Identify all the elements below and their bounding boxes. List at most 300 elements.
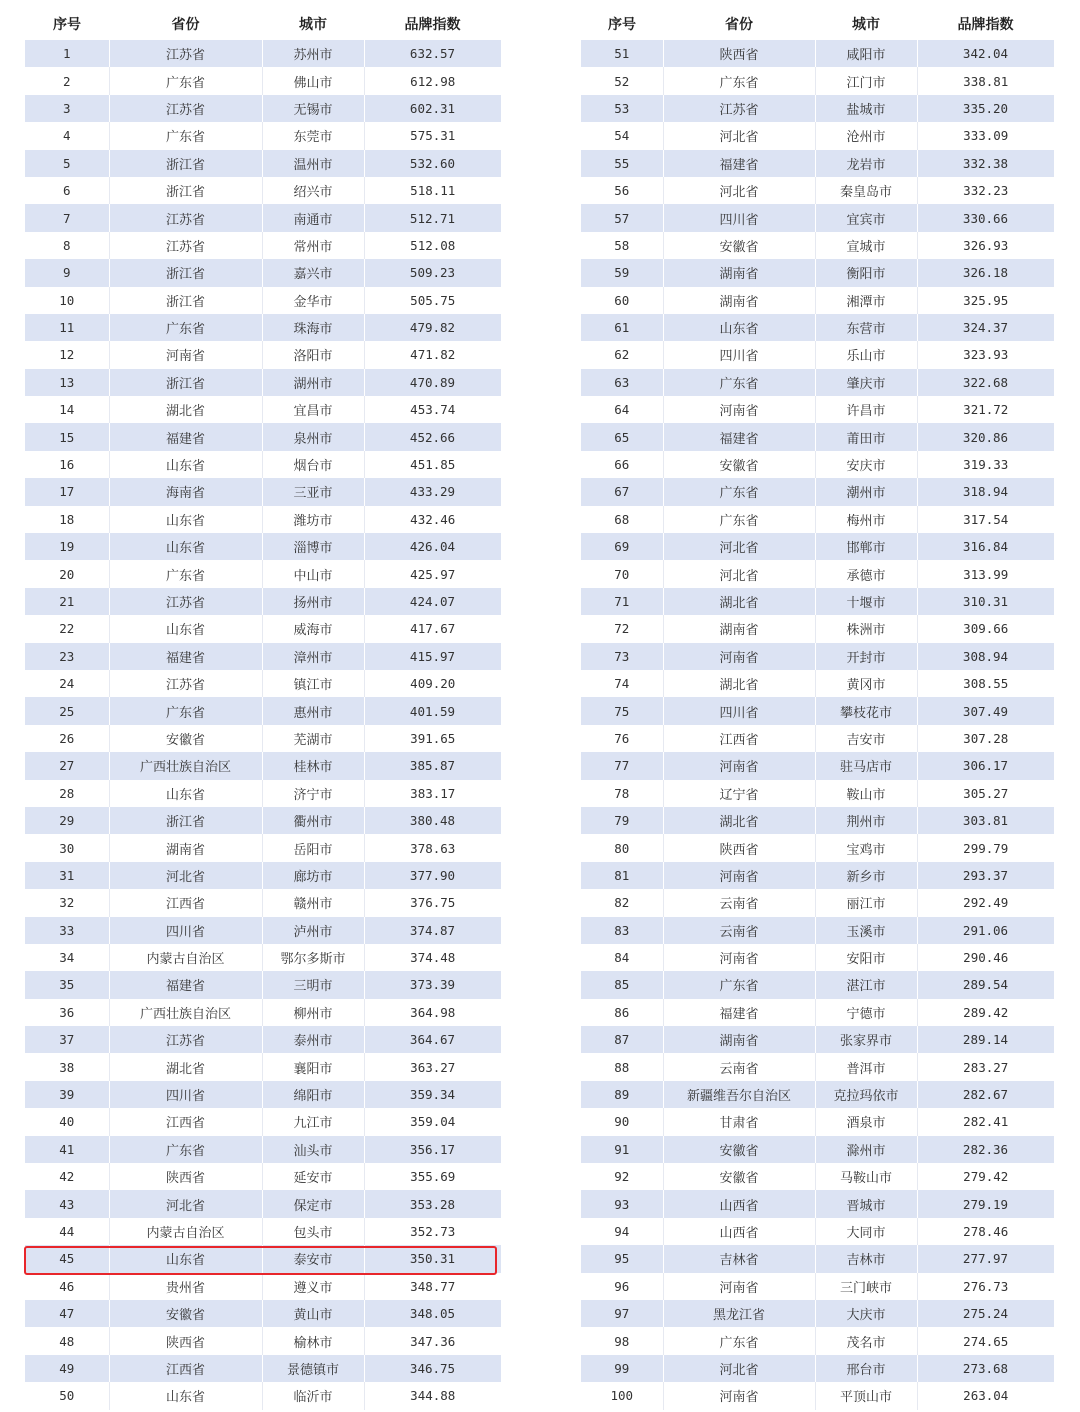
province-cell: 福建省: [663, 999, 815, 1026]
table-row: [581, 478, 1054, 505]
province-cell: 江苏省: [109, 204, 262, 231]
province-cell: 湖南省: [663, 287, 815, 314]
province-cell: 江苏省: [663, 95, 815, 122]
rank-cell: 48: [25, 1327, 109, 1354]
table-row: [581, 67, 1054, 94]
province-cell: 江苏省: [109, 670, 262, 697]
province-cell: 山东省: [109, 1245, 262, 1272]
rank-cell: 54: [581, 122, 663, 149]
rank-cell: 40: [25, 1108, 109, 1135]
brand-index-cell: 307.28: [917, 725, 1054, 752]
city-cell: 酒泉市: [815, 1108, 917, 1135]
province-cell: 辽宁省: [663, 780, 815, 807]
city-cell: 湛江市: [815, 971, 917, 998]
brand-index-cell: 276.73: [917, 1273, 1054, 1300]
brand-index-cell: 505.75: [364, 287, 501, 314]
province-cell: 江苏省: [109, 588, 262, 615]
brand-index-cell: 451.85: [364, 451, 501, 478]
table-row: [25, 697, 501, 724]
table-row: [581, 971, 1054, 998]
province-cell: 广东省: [663, 971, 815, 998]
table-row: [581, 177, 1054, 204]
brand-index-cell: 425.97: [364, 560, 501, 587]
brand-index-cell: 306.17: [917, 752, 1054, 779]
province-cell: 浙江省: [109, 259, 262, 286]
rank-cell: 12: [25, 341, 109, 368]
brand-index-cell: 376.75: [364, 889, 501, 916]
city-cell: 莆田市: [815, 423, 917, 450]
rank-cell: 6: [25, 177, 109, 204]
rank-cell: 49: [25, 1355, 109, 1382]
rank-cell: 30: [25, 834, 109, 861]
rank-cell: 37: [25, 1026, 109, 1053]
brand-index-cell: 333.09: [917, 122, 1054, 149]
brand-index-cell: 518.11: [364, 177, 501, 204]
province-cell: 云南省: [663, 889, 815, 916]
brand-index-cell: 363.27: [364, 1053, 501, 1080]
brand-index-cell: 632.57: [364, 40, 501, 67]
table-row: [25, 1108, 501, 1135]
rank-cell: 67: [581, 478, 663, 505]
table-row: [25, 1136, 501, 1163]
province-cell: 湖南省: [109, 834, 262, 861]
table-row: [25, 834, 501, 861]
brand-index-cell: 320.86: [917, 423, 1054, 450]
province-cell: 江西省: [109, 889, 262, 916]
province-cell: 福建省: [109, 423, 262, 450]
header-province: 省份: [171, 17, 200, 33]
table-row: [25, 396, 501, 423]
rank-cell: 45: [25, 1245, 109, 1272]
table-row: [581, 369, 1054, 396]
table-row: [581, 862, 1054, 889]
table-row: [581, 615, 1054, 642]
rank-cell: 94: [581, 1218, 663, 1245]
province-cell: 江苏省: [109, 232, 262, 259]
rank-cell: 73: [581, 643, 663, 670]
table-row: [25, 1300, 501, 1327]
province-cell: 河北省: [663, 122, 815, 149]
brand-index-cell: 279.19: [917, 1190, 1054, 1217]
brand-index-cell: 377.90: [364, 862, 501, 889]
rank-cell: 9: [25, 259, 109, 286]
table-row: [25, 287, 501, 314]
table-row: [581, 560, 1054, 587]
rank-cell: 61: [581, 314, 663, 341]
city-cell: 烟台市: [262, 451, 364, 478]
rank-cell: 80: [581, 834, 663, 861]
table-row: [581, 1273, 1054, 1300]
table-row: [581, 1136, 1054, 1163]
table-row: [25, 1053, 501, 1080]
brand-index-cell: 309.66: [917, 615, 1054, 642]
province-cell: 云南省: [663, 917, 815, 944]
table-header-row: [25, 8, 501, 40]
city-cell: 克拉玛依市: [815, 1081, 917, 1108]
rank-cell: 14: [25, 396, 109, 423]
table-row: [581, 150, 1054, 177]
city-cell: 江门市: [815, 67, 917, 94]
rank-cell: 68: [581, 506, 663, 533]
rank-cell: 8: [25, 232, 109, 259]
city-cell: 平顶山市: [815, 1382, 917, 1409]
city-cell: 宜宾市: [815, 204, 917, 231]
rank-cell: 46: [25, 1273, 109, 1300]
table-row: [581, 1382, 1054, 1409]
city-cell: 柳州市: [262, 999, 364, 1026]
table-row: [25, 670, 501, 697]
table-row: [581, 396, 1054, 423]
province-cell: 河南省: [663, 643, 815, 670]
city-cell: 马鞍山市: [815, 1163, 917, 1190]
city-cell: 泰州市: [262, 1026, 364, 1053]
city-cell: 珠海市: [262, 314, 364, 341]
brand-index-cell: 348.77: [364, 1273, 501, 1300]
brand-index-cell: 322.68: [917, 369, 1054, 396]
table-row: [25, 917, 501, 944]
city-cell: 梅州市: [815, 506, 917, 533]
rank-cell: 69: [581, 533, 663, 560]
table-row: [25, 615, 501, 642]
table-row: [581, 314, 1054, 341]
rank-cell: 15: [25, 423, 109, 450]
city-cell: 泸州市: [262, 917, 364, 944]
table-row: [581, 1355, 1054, 1382]
province-cell: 贵州省: [109, 1273, 262, 1300]
brand-index-cell: 278.46: [917, 1218, 1054, 1245]
city-cell: 盐城市: [815, 95, 917, 122]
brand-index-cell: 335.20: [917, 95, 1054, 122]
city-cell: 大同市: [815, 1218, 917, 1245]
city-cell: 湖州市: [262, 369, 364, 396]
table-row: [581, 1245, 1054, 1272]
rank-cell: 77: [581, 752, 663, 779]
city-cell: 洛阳市: [262, 341, 364, 368]
rank-cell: 10: [25, 287, 109, 314]
rank-cell: 87: [581, 1026, 663, 1053]
brand-index-cell: 289.14: [917, 1026, 1054, 1053]
rank-cell: 19: [25, 533, 109, 560]
table-row: [25, 999, 501, 1026]
brand-index-cell: 415.97: [364, 643, 501, 670]
city-cell: 遵义市: [262, 1273, 364, 1300]
brand-index-cell: 359.04: [364, 1108, 501, 1135]
brand-index-cell: 290.46: [917, 944, 1054, 971]
province-cell: 湖南省: [663, 615, 815, 642]
city-cell: 九江市: [262, 1108, 364, 1135]
brand-index-cell: 299.79: [917, 834, 1054, 861]
city-cell: 开封市: [815, 643, 917, 670]
table-row: [25, 533, 501, 560]
province-cell: 吉林省: [663, 1245, 815, 1272]
rank-cell: 58: [581, 232, 663, 259]
rank-cell: 57: [581, 204, 663, 231]
province-cell: 江苏省: [109, 40, 262, 67]
brand-index-cell: 326.18: [917, 259, 1054, 286]
brand-index-cell: 479.82: [364, 314, 501, 341]
brand-index-cell: 385.87: [364, 752, 501, 779]
province-cell: 江西省: [663, 725, 815, 752]
table-row: [581, 451, 1054, 478]
city-cell: 金华市: [262, 287, 364, 314]
city-cell: 潍坊市: [262, 506, 364, 533]
province-cell: 浙江省: [109, 807, 262, 834]
city-cell: 晋城市: [815, 1190, 917, 1217]
table-row: [25, 478, 501, 505]
table-row: [581, 506, 1054, 533]
province-cell: 山西省: [663, 1190, 815, 1217]
province-cell: 湖北省: [663, 807, 815, 834]
rank-cell: 1: [25, 40, 109, 67]
header-brand-index: 品牌指数: [404, 17, 461, 33]
brand-index-cell: 319.33: [917, 451, 1054, 478]
city-cell: 普洱市: [815, 1053, 917, 1080]
rank-cell: 28: [25, 780, 109, 807]
brand-index-cell: 417.67: [364, 615, 501, 642]
city-cell: 景德镇市: [262, 1355, 364, 1382]
brand-index-cell: 364.98: [364, 999, 501, 1026]
province-cell: 四川省: [663, 697, 815, 724]
province-cell: 山东省: [109, 615, 262, 642]
table-row: [581, 725, 1054, 752]
province-cell: 浙江省: [109, 177, 262, 204]
table-row: [25, 862, 501, 889]
brand-index-cell: 330.66: [917, 204, 1054, 231]
city-cell: 汕头市: [262, 1136, 364, 1163]
brand-index-cell: 509.23: [364, 259, 501, 286]
brand-index-cell: 359.34: [364, 1081, 501, 1108]
brand-index-cell: 289.54: [917, 971, 1054, 998]
table-row: [581, 807, 1054, 834]
province-cell: 福建省: [663, 423, 815, 450]
city-cell: 镇江市: [262, 670, 364, 697]
city-cell: 常州市: [262, 232, 364, 259]
brand-index-cell: 470.89: [364, 369, 501, 396]
brand-index-cell: 316.84: [917, 533, 1054, 560]
table-row: [581, 204, 1054, 231]
brand-index-cell: 282.67: [917, 1081, 1054, 1108]
rank-cell: 43: [25, 1190, 109, 1217]
city-cell: 东莞市: [262, 122, 364, 149]
province-cell: 浙江省: [109, 287, 262, 314]
brand-index-cell: 282.41: [917, 1108, 1054, 1135]
city-cell: 乐山市: [815, 341, 917, 368]
brand-index-cell: 452.66: [364, 423, 501, 450]
city-cell: 宝鸡市: [815, 834, 917, 861]
ranking-table-right: [581, 8, 1055, 1410]
rank-cell: 91: [581, 1136, 663, 1163]
table-row: [25, 889, 501, 916]
city-cell: 赣州市: [262, 889, 364, 916]
brand-index-cell: 344.88: [364, 1382, 501, 1409]
city-cell: 泰安市: [262, 1245, 364, 1272]
brand-index-cell: 347.36: [364, 1327, 501, 1354]
city-cell: 吉林市: [815, 1245, 917, 1272]
city-cell: 鞍山市: [815, 780, 917, 807]
table-row: [581, 889, 1054, 916]
city-cell: 淄博市: [262, 533, 364, 560]
table-row: [25, 423, 501, 450]
brand-index-cell: 332.38: [917, 150, 1054, 177]
brand-index-cell: 321.72: [917, 396, 1054, 423]
table-row: [581, 287, 1054, 314]
rank-cell: 36: [25, 999, 109, 1026]
city-cell: 惠州市: [262, 697, 364, 724]
province-cell: 甘肃省: [663, 1108, 815, 1135]
table-row: [25, 1245, 501, 1272]
header-city: 城市: [299, 17, 327, 33]
brand-index-cell: 612.98: [364, 67, 501, 94]
brand-index-cell: 424.07: [364, 588, 501, 615]
rank-cell: 16: [25, 451, 109, 478]
table-row: [25, 204, 501, 231]
table-row: [25, 95, 501, 122]
city-cell: 扬州市: [262, 588, 364, 615]
city-cell: 吉安市: [815, 725, 917, 752]
rank-cell: 4: [25, 122, 109, 149]
city-cell: 南通市: [262, 204, 364, 231]
city-cell: 延安市: [262, 1163, 364, 1190]
city-cell: 临沂市: [262, 1382, 364, 1409]
city-cell: 秦皇岛市: [815, 177, 917, 204]
table-row: [581, 917, 1054, 944]
city-cell: 桂林市: [262, 752, 364, 779]
province-cell: 安徽省: [663, 451, 815, 478]
province-cell: 福建省: [109, 643, 262, 670]
city-cell: 许昌市: [815, 396, 917, 423]
table-row: [581, 643, 1054, 670]
rank-cell: 85: [581, 971, 663, 998]
brand-index-cell: 346.75: [364, 1355, 501, 1382]
table-row: [581, 697, 1054, 724]
rank-cell: 83: [581, 917, 663, 944]
city-cell: 株洲市: [815, 615, 917, 642]
rank-cell: 79: [581, 807, 663, 834]
rank-cell: 75: [581, 697, 663, 724]
table-row: [581, 423, 1054, 450]
brand-index-cell: 426.04: [364, 533, 501, 560]
rank-cell: 27: [25, 752, 109, 779]
brand-index-cell: 383.17: [364, 780, 501, 807]
table-row: [25, 780, 501, 807]
rank-cell: 13: [25, 369, 109, 396]
table-row: [25, 67, 501, 94]
brand-index-cell: 348.05: [364, 1300, 501, 1327]
rank-cell: 2: [25, 67, 109, 94]
brand-index-cell: 293.37: [917, 862, 1054, 889]
province-cell: 四川省: [109, 1081, 262, 1108]
rank-cell: 70: [581, 560, 663, 587]
rank-cell: 35: [25, 971, 109, 998]
brand-index-cell: 324.37: [917, 314, 1054, 341]
brand-index-cell: 374.48: [364, 944, 501, 971]
province-cell: 广东省: [109, 1136, 262, 1163]
city-cell: 苏州市: [262, 40, 364, 67]
table-row: [25, 643, 501, 670]
city-cell: 滁州市: [815, 1136, 917, 1163]
table-row: [25, 807, 501, 834]
rank-cell: 62: [581, 341, 663, 368]
city-cell: 荆州市: [815, 807, 917, 834]
brand-index-cell: 380.48: [364, 807, 501, 834]
table-row: [581, 533, 1054, 560]
table-row: [25, 1163, 501, 1190]
table-header-row: [581, 8, 1054, 40]
rank-cell: 38: [25, 1053, 109, 1080]
table-row: [581, 834, 1054, 861]
province-cell: 广东省: [109, 314, 262, 341]
province-cell: 陕西省: [109, 1163, 262, 1190]
province-cell: 广东省: [109, 122, 262, 149]
header-brand-index: 品牌指数: [957, 17, 1014, 33]
table-row: [581, 1327, 1054, 1354]
table-row: [581, 670, 1054, 697]
table-row: [581, 1300, 1054, 1327]
city-cell: 绍兴市: [262, 177, 364, 204]
province-cell: 海南省: [109, 478, 262, 505]
header-rank: 序号: [53, 17, 81, 33]
brand-index-cell: 277.97: [917, 1245, 1054, 1272]
rank-cell: 11: [25, 314, 109, 341]
city-cell: 沧州市: [815, 122, 917, 149]
table-row: [25, 314, 501, 341]
rank-cell: 90: [581, 1108, 663, 1135]
rank-cell: 66: [581, 451, 663, 478]
province-cell: 陕西省: [663, 40, 815, 67]
city-cell: 三明市: [262, 971, 364, 998]
city-cell: 邯郸市: [815, 533, 917, 560]
brand-index-cell: 355.69: [364, 1163, 501, 1190]
brand-index-cell: 263.04: [917, 1382, 1054, 1409]
brand-index-cell: 275.24: [917, 1300, 1054, 1327]
rank-cell: 23: [25, 643, 109, 670]
province-cell: 广西壮族自治区: [109, 999, 262, 1026]
table-row: [581, 40, 1054, 67]
province-cell: 安徽省: [109, 1300, 262, 1327]
city-cell: 大庆市: [815, 1300, 917, 1327]
table-row: [581, 999, 1054, 1026]
table-row: [25, 1355, 501, 1382]
province-cell: 四川省: [109, 917, 262, 944]
rank-cell: 64: [581, 396, 663, 423]
brand-index-cell: 318.94: [917, 478, 1054, 505]
table-row: [25, 1327, 501, 1354]
table-row: [581, 780, 1054, 807]
brand-index-cell: 356.17: [364, 1136, 501, 1163]
brand-index-cell: 512.08: [364, 232, 501, 259]
brand-index-cell: 308.94: [917, 643, 1054, 670]
province-cell: 河北省: [109, 862, 262, 889]
province-cell: 云南省: [663, 1053, 815, 1080]
province-cell: 河北省: [109, 1190, 262, 1217]
city-cell: 岳阳市: [262, 834, 364, 861]
brand-index-cell: 575.31: [364, 122, 501, 149]
brand-index-cell: 326.93: [917, 232, 1054, 259]
city-cell: 张家界市: [815, 1026, 917, 1053]
province-cell: 河南省: [663, 944, 815, 971]
brand-index-cell: 279.42: [917, 1163, 1054, 1190]
city-cell: 三门峡市: [815, 1273, 917, 1300]
rank-cell: 100: [581, 1382, 663, 1409]
rank-cell: 76: [581, 725, 663, 752]
table-row: [581, 232, 1054, 259]
rank-cell: 33: [25, 917, 109, 944]
brand-index-cell: 308.55: [917, 670, 1054, 697]
rank-cell: 47: [25, 1300, 109, 1327]
table-row: [581, 1026, 1054, 1053]
province-cell: 内蒙古自治区: [109, 1218, 262, 1245]
brand-index-cell: 338.81: [917, 67, 1054, 94]
